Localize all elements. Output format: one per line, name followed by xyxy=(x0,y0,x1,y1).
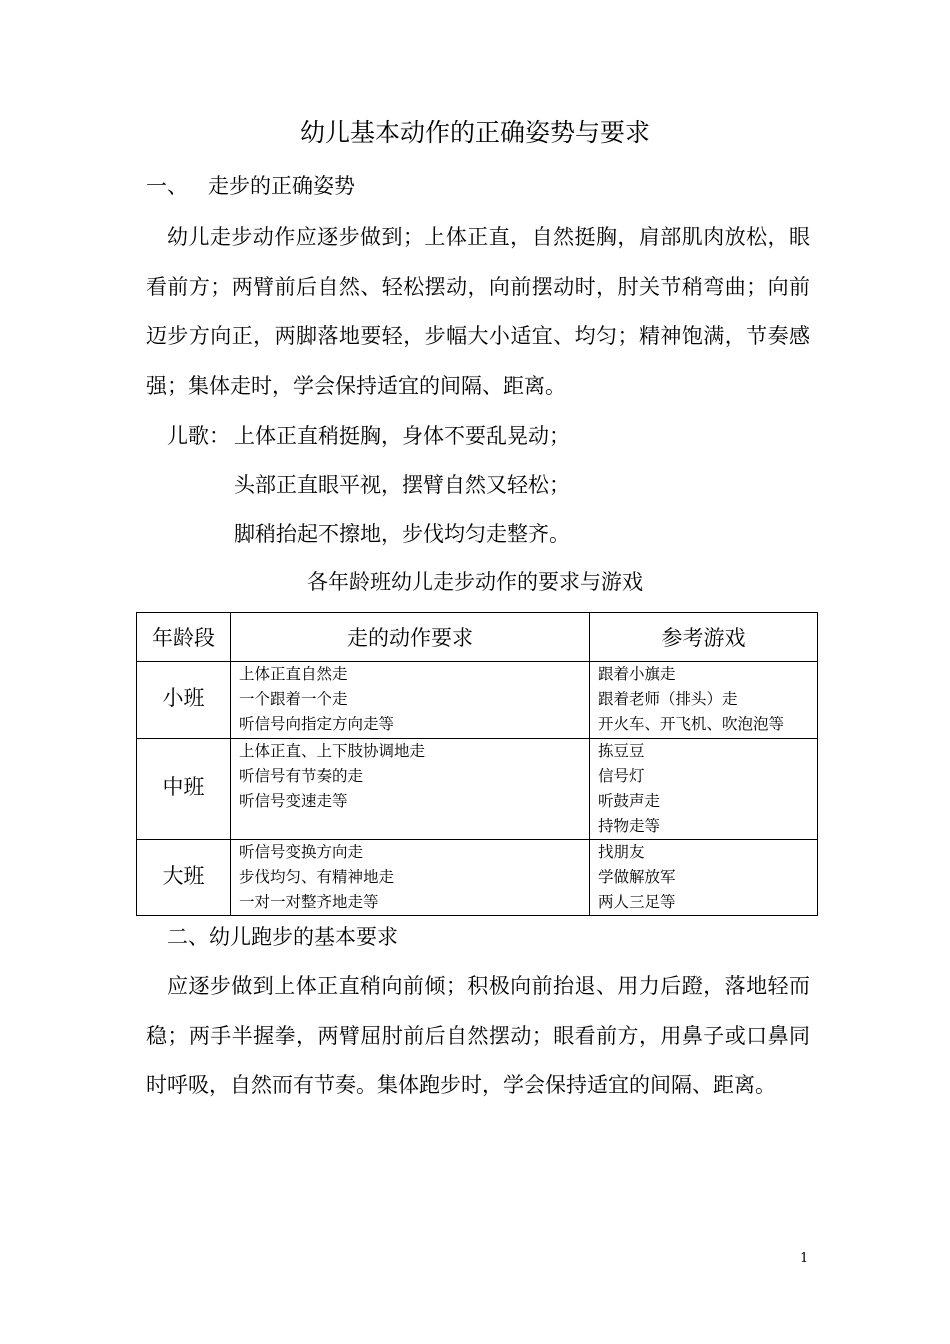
header-age: 年龄段 xyxy=(137,613,231,662)
game-item: 信号灯 xyxy=(598,767,645,785)
requirement-item: 上体正直自然走 xyxy=(239,665,348,683)
requirement-item: 上体正直、上下肢协调地走 xyxy=(239,742,426,760)
requirements-cell xyxy=(231,662,590,739)
age-cell: 小班 xyxy=(137,662,231,739)
table-row xyxy=(137,840,818,916)
game-item: 跟着小旗走 xyxy=(598,665,676,683)
section2-heading: 二、幼儿跑步的基本要求 xyxy=(167,925,398,949)
requirement-item: 听信号变换方向走 xyxy=(239,843,364,861)
requirement-item: 听信号有节奏的走 xyxy=(239,767,364,785)
age-cell: 大班 xyxy=(137,840,231,916)
games-cell xyxy=(590,739,818,840)
requirements-cell xyxy=(231,739,590,840)
table-title: 各年龄班幼儿走步动作的要求与游戏 xyxy=(307,570,643,594)
header-requirements: 走的动作要求 xyxy=(231,613,590,662)
game-item: 听鼓声走 xyxy=(598,792,661,810)
table-header-row xyxy=(137,613,818,662)
game-item: 找朋友 xyxy=(598,843,645,861)
game-item: 跟着老师（排头）走 xyxy=(598,690,738,708)
page-number: 1 xyxy=(800,1251,809,1266)
game-item: 拣豆豆 xyxy=(598,742,645,760)
header-games: 参考游戏 xyxy=(590,613,818,662)
games-cell xyxy=(590,662,818,739)
section2-paragraph: 应逐步做到上体正直稍向前倾；积极向前抬退、用力后蹬，落地轻而稳；两手半握拳，两臂屈肘前后自然摆动；眼看前方，用鼻子或口鼻同时呼吸，自然而有节奏。集体跑步时，学会保持适宜的间隔、距离。 xyxy=(146,974,810,1097)
requirement-item: 听信号向指定方向走等 xyxy=(239,715,395,733)
game-item: 两人三足等 xyxy=(598,893,676,911)
requirement-item: 一对一对整齐地走等 xyxy=(239,893,379,911)
section1-heading: 一、 走步的正确姿势 xyxy=(146,174,356,198)
game-item: 学做解放军 xyxy=(598,868,676,886)
page-title: 幼儿基本动作的正确姿势与要求 xyxy=(299,118,650,147)
requirement-item: 步伐均匀、有精神地走 xyxy=(239,868,395,886)
table-row xyxy=(137,739,818,840)
requirements-cell xyxy=(231,840,590,916)
game-item: 持物走等 xyxy=(598,817,661,835)
games-cell xyxy=(590,840,818,916)
rhyme-line-2: 头部正直眼平视，摆臂自然又轻松； xyxy=(234,473,570,497)
requirement-item: 听信号变速走等 xyxy=(239,792,348,810)
game-item: 开火车、开飞机、吹泡泡等 xyxy=(598,715,785,733)
rhyme-line-3: 脚稍抬起不擦地，步伐均匀走整齐。 xyxy=(234,522,570,546)
rhyme-line-1: 上体正直稍挺胸，身体不要乱晃动； xyxy=(234,424,570,448)
age-cell: 中班 xyxy=(137,739,231,840)
walking-requirements-table xyxy=(136,612,818,916)
rhyme-label: 儿歌： xyxy=(167,424,230,448)
requirement-item: 一个跟着一个走 xyxy=(239,690,348,708)
section1-paragraph: 幼儿走步动作应逐步做到；上体正直，自然挺胸，肩部肌肉放松，眼看前方；两臂前后自然、轻松摆动，向前摆动时，肘关节稍弯曲；向前迈步方向正，两脚落地要轻，步幅大小适宜、均匀；精神饱满，节奏感强；集体走时，学会保持适宜的间隔、距离。 xyxy=(146,225,810,398)
table-row xyxy=(137,662,818,739)
